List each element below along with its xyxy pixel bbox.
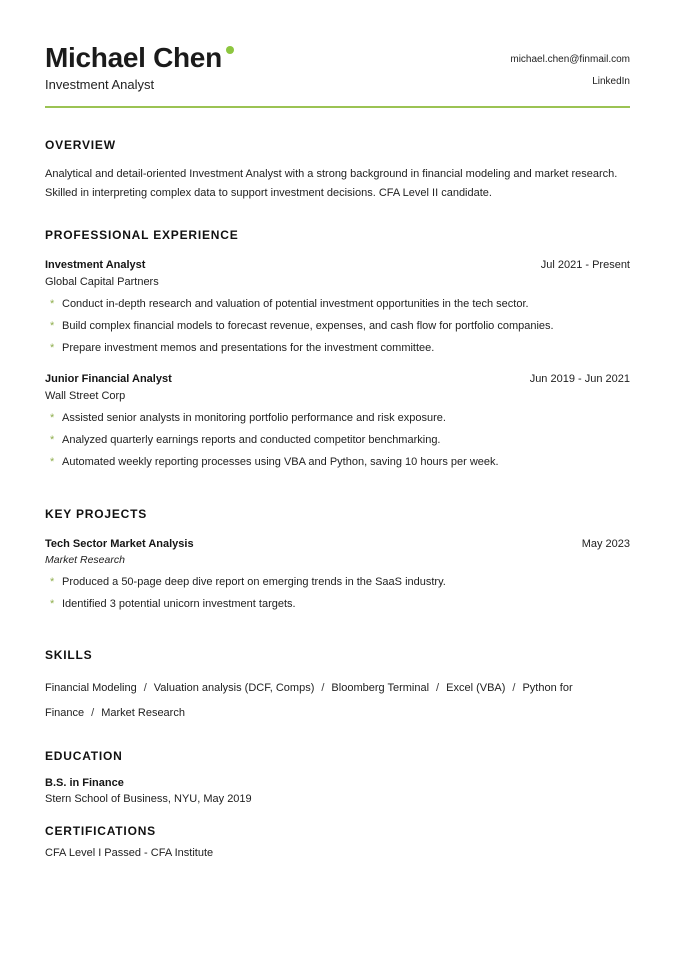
section-certifications [45, 824, 630, 859]
job-company: Wall Street Corp [45, 390, 126, 402]
accent-dot-icon [226, 46, 234, 54]
skill-separator: / [321, 682, 325, 694]
job-entry [45, 259, 630, 355]
section-experience [45, 228, 630, 469]
project-title: Tech Sector Market Analysis [45, 538, 194, 550]
bullet-marker-icon: * [50, 598, 55, 610]
experience-heading: PROFESSIONAL EXPERIENCE [45, 228, 239, 242]
section-overview [45, 138, 630, 203]
overview-text: Analytical and detail-oriented Investment Analyst with a strong background in financial modeling and market research. Skilled in interpreting complex data to support investment decisions. CFA Level II candidate. [45, 168, 618, 199]
header-divider [45, 106, 630, 108]
job-dates: Jun 2019 - Jun 2021 [529, 373, 630, 385]
skill-item: Bloomberg Terminal [331, 682, 430, 694]
education-degree: B.S. in Finance [45, 777, 124, 789]
skill-item: Market Research [101, 707, 185, 719]
contact-block [510, 49, 630, 93]
skill-separator: / [143, 682, 147, 694]
skill-item: Python for Finance [45, 682, 573, 719]
project-entry [45, 538, 630, 611]
project-subtitle: Market Research [45, 554, 125, 566]
skill-item: Valuation analysis (DCF, Comps) [153, 682, 315, 694]
section-skills [45, 648, 630, 726]
section-projects [45, 507, 630, 611]
bullet-marker-icon: * [50, 412, 55, 424]
bullet-marker-icon: * [50, 298, 55, 310]
project-bullet: * Identified 3 potential unicorn investment targets. [50, 598, 296, 610]
job-company: Global Capital Partners [45, 276, 159, 288]
bullet-marker-icon: * [50, 576, 55, 588]
section-education [45, 749, 630, 805]
candidate-title: Investment Analyst [45, 77, 155, 92]
email-text: michael.chen@finmail.com [510, 54, 630, 65]
skill-separator: / [436, 682, 440, 694]
skill-item: Excel (VBA) [446, 682, 506, 694]
job-title: Investment Analyst [45, 259, 146, 271]
bullet-marker-icon: * [50, 434, 55, 446]
candidate-name: Michael Chen [45, 42, 222, 73]
linkedin-link[interactable]: LinkedIn [592, 76, 630, 87]
resume-header [45, 42, 630, 92]
skill-item: Financial Modeling [45, 682, 137, 694]
skill-separator: / [512, 682, 516, 694]
education-heading: EDUCATION [45, 749, 123, 763]
bullet-marker-icon: * [50, 342, 55, 354]
job-bullet: * Conduct in-depth research and valuation of potential investment opportunities in the tech sector. [50, 298, 529, 310]
job-entry [45, 373, 630, 469]
job-title: Junior Financial Analyst [45, 373, 172, 385]
job-bullet: * Automated weekly reporting processes using VBA and Python, saving 10 hours per week. [50, 456, 499, 468]
education-school: Stern School of Business, NYU, May 2019 [45, 793, 252, 805]
skill-separator: / [91, 707, 95, 719]
job-bullet: * Assisted senior analysts in monitoring portfolio performance and risk exposure. [50, 412, 446, 424]
bullet-marker-icon: * [50, 456, 55, 468]
overview-heading: OVERVIEW [45, 138, 116, 152]
project-dates: May 2023 [581, 538, 630, 550]
project-bullet: * Produced a 50-page deep dive report on emerging trends in the SaaS industry. [50, 576, 446, 588]
certification-text: CFA Level I Passed - CFA Institute [45, 847, 214, 859]
job-bullet: * Analyzed quarterly earnings reports and conducted competitor benchmarking. [50, 434, 441, 446]
certifications-heading: CERTIFICATIONS [45, 824, 156, 838]
job-dates: Jul 2021 - Present [540, 259, 630, 271]
bullet-marker-icon: * [50, 320, 55, 332]
job-bullet: * Prepare investment memos and presentations for the investment committee. [50, 342, 435, 354]
skills-list [45, 676, 630, 726]
skills-heading: SKILLS [45, 648, 93, 662]
job-bullet: * Build complex financial models to forecast revenue, expenses, and cash flow for portfolio companies. [50, 320, 554, 332]
projects-heading: KEY PROJECTS [45, 507, 148, 521]
